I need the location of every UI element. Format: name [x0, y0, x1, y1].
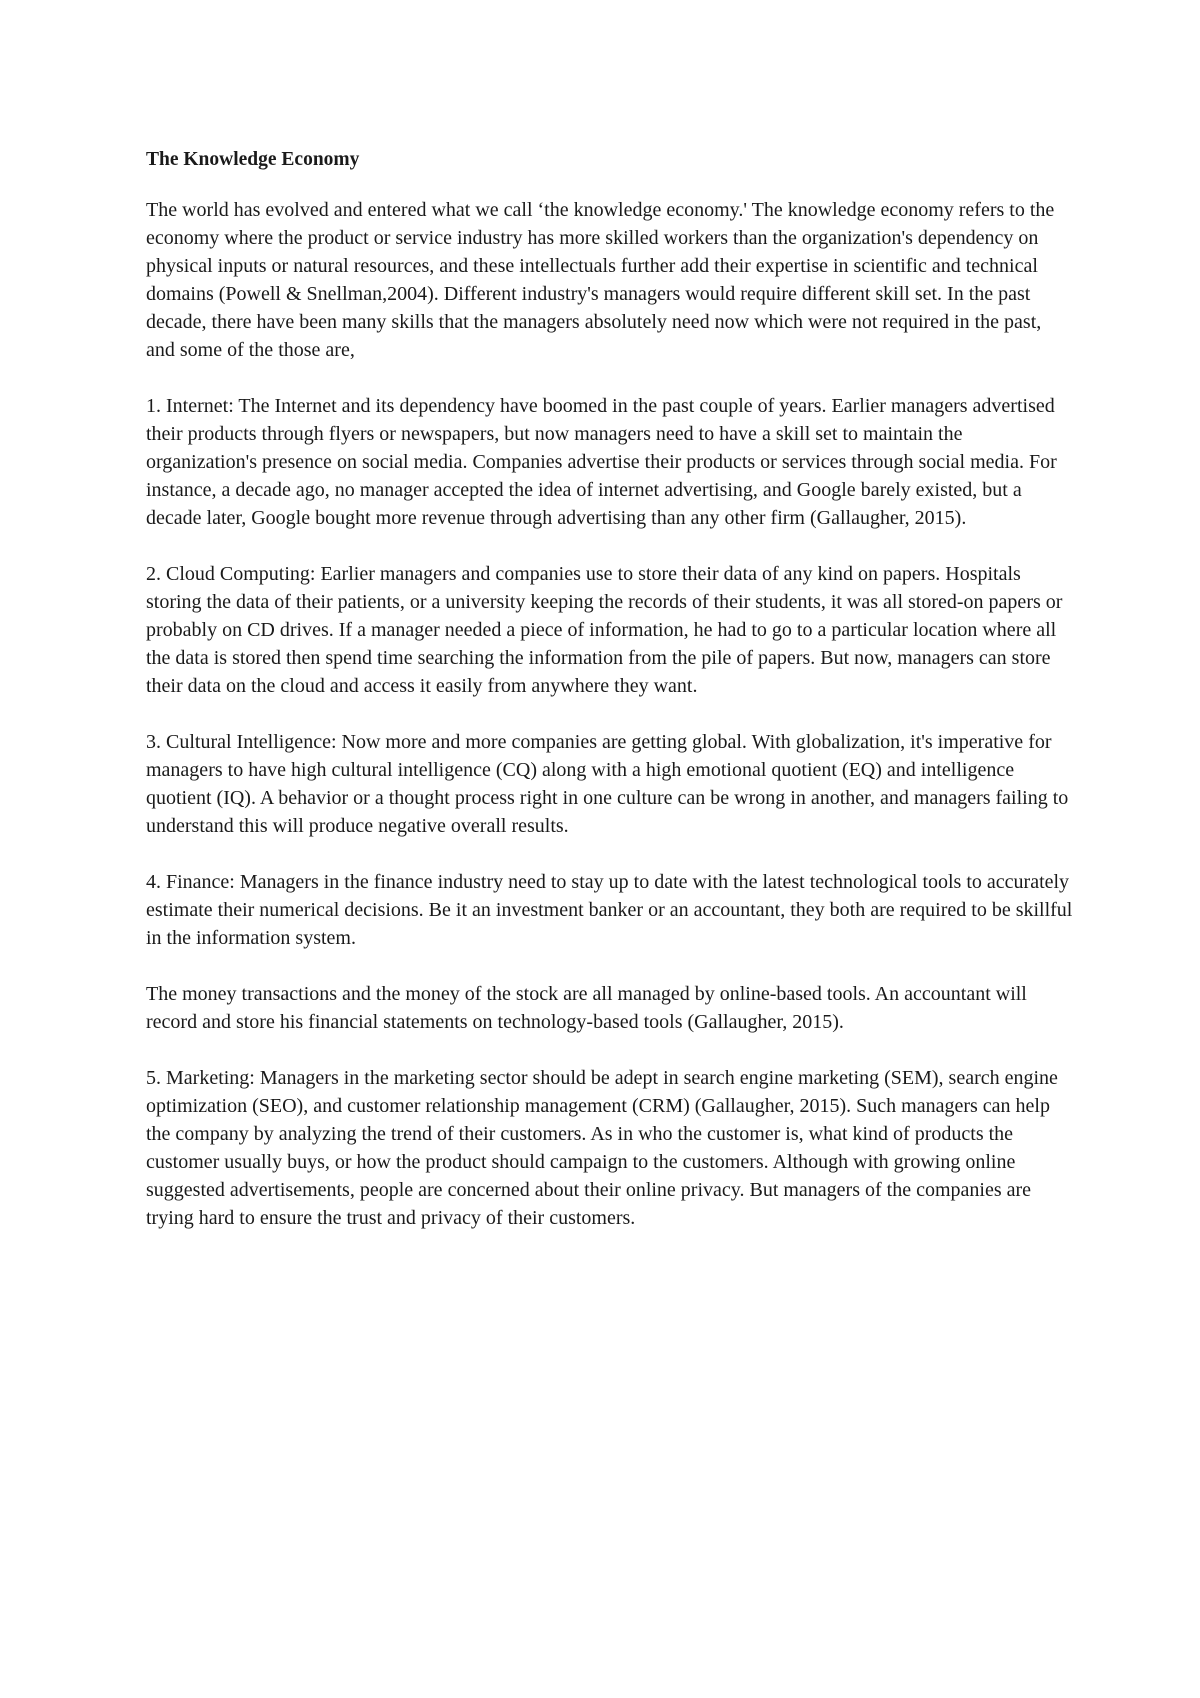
document-title: The Knowledge Economy — [146, 149, 360, 170]
document-body — [146, 146, 1074, 1260]
paragraph-finance-tools: The money transactions and the money of the stock are all managed by online-based tools. An accountant will record and store his financial statements on technology-based tools (Gallaugher, 2015). — [146, 983, 1027, 1033]
paragraph-cloud-computing: 2. Cloud Computing: Earlier managers and companies use to store their data of any kind on papers. Hospitals storing the data of their patients, or a university keeping the records of their students, it was all stored-on papers or probably on CD drives. If a manager needed a piece of information, he had to go to a particular location where all the data is stored then spend time searching the information from the pile of papers. But now, managers can store their data on the cloud and access it easily from anywhere they want. — [146, 563, 1063, 697]
paragraph-cultural-intelligence: 3. Cultural Intelligence: Now more and more companies are getting global. With globalization, it's imperative for managers to have high cultural intelligence (CQ) along with a high emotional quotient (EQ) and intelligence quotient (IQ). A behavior or a thought process right in one culture can be wrong in another, and managers failing to understand this will produce negative overall results. — [146, 731, 1069, 837]
paragraph-intro: The world has evolved and entered what we call ‘the knowledge economy.' The knowledge economy refers to the economy where the product or service industry has more skilled workers than the organization's dependency on physical inputs or natural resources, and these intellectuals further add their expertise in scientific and technical domains (Powell & Snellman,2004). Different industry's managers would require different skill set. In the past decade, there have been many skills that the managers absolutely need now which were not required in the past, and some of the those are, — [146, 199, 1055, 361]
paragraph-finance: 4. Finance: Managers in the finance industry need to stay up to date with the latest technological tools to accurately estimate their numerical decisions. Be it an investment banker or an accountant, they both are required to be skillful in the information system. — [146, 871, 1073, 949]
paragraph-marketing: 5. Marketing: Managers in the marketing sector should be adept in search engine marketing (SEM), search engine optimization (SEO), and customer relationship management (CRM) (Gallaugher, 2015). Such managers can help the company by analyzing the trend of their customers. As in who the customer is, what kind of products the customer usually buys, or how the product should campaign to the customers. Although with growing online suggested advertisements, people are concerned about their online privacy. But managers of the companies are trying hard to ensure the trust and privacy of their customers. — [146, 1067, 1058, 1229]
paragraph-internet: 1. Internet: The Internet and its dependency have boomed in the past couple of years. Earlier managers advertised their products through flyers or newspapers, but now managers need to have a skill set to maintain the organization's presence on social media. Companies advertise their products or services through social media. For instance, a decade ago, no manager accepted the idea of internet advertising, and Google barely existed, but a decade later, Google bought more revenue through advertising than any other firm (Gallaugher, 2015). — [146, 395, 1057, 529]
